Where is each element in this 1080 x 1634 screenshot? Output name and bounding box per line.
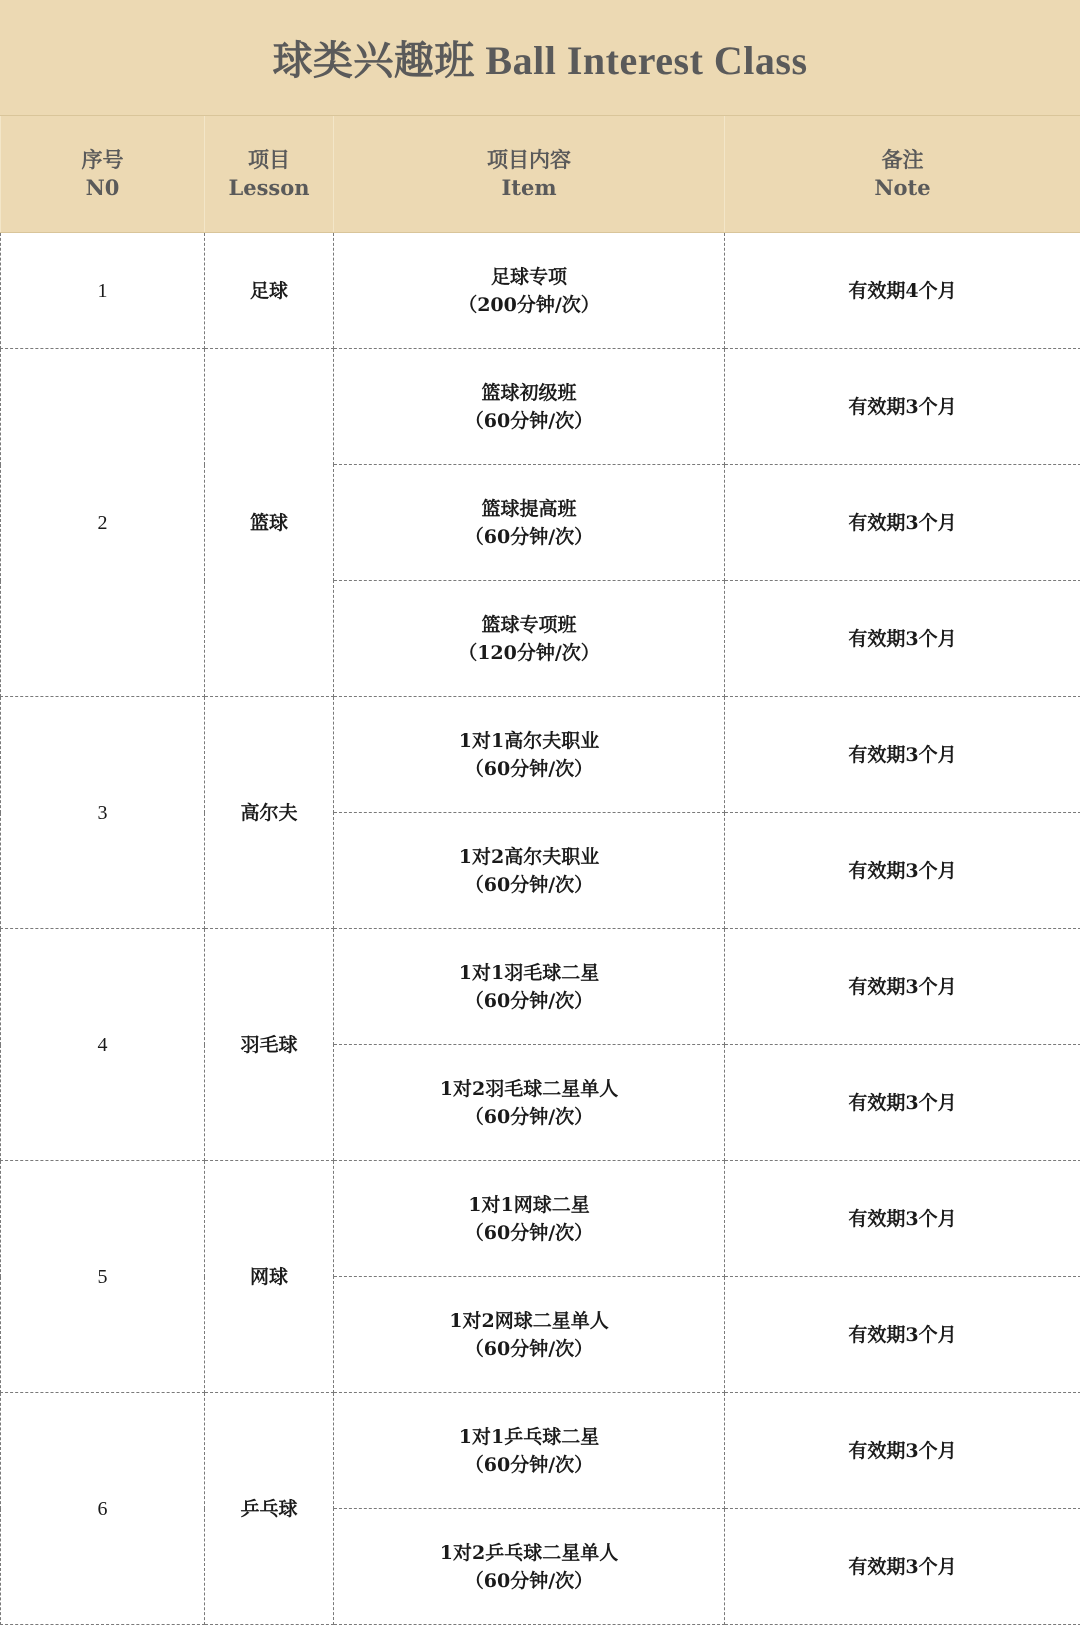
cell-item	[334, 581, 725, 697]
item-duration: （60分钟/次）	[464, 757, 594, 780]
cell-item	[334, 929, 725, 1045]
cell-note: 有效期3个月	[725, 1393, 1080, 1509]
cell-lesson: 高尔夫	[205, 697, 334, 929]
cell-item	[334, 813, 725, 929]
item-name: 1对2网球二星单人	[449, 1309, 609, 1332]
cell-item	[334, 1277, 725, 1393]
item-duration: （60分钟/次）	[464, 409, 594, 432]
cell-no: 3	[1, 697, 205, 929]
item-duration: （60分钟/次）	[464, 1337, 594, 1360]
cell-note: 有效期3个月	[725, 813, 1080, 929]
cell-lesson: 网球	[205, 1161, 334, 1393]
item-duration: （60分钟/次）	[464, 873, 594, 896]
cell-note: 有效期3个月	[725, 1509, 1080, 1625]
cell-item	[334, 465, 725, 581]
table-row	[1, 929, 1080, 1045]
cell-item	[334, 1393, 725, 1509]
cell-note: 有效期3个月	[725, 697, 1080, 813]
item-duration: （60分钟/次）	[464, 989, 594, 1012]
cell-note: 有效期3个月	[725, 581, 1080, 697]
cell-note: 有效期3个月	[725, 1045, 1080, 1161]
item-name: 1对1乒乓球二星	[458, 1425, 600, 1448]
header-note: 备注 Note	[725, 116, 1080, 233]
item-name: 1对2羽毛球二星单人	[439, 1077, 619, 1100]
item-duration: （120分钟/次）	[458, 641, 600, 664]
item-duration: （60分钟/次）	[464, 1105, 594, 1128]
table-row	[1, 697, 1080, 813]
cell-item	[334, 1045, 725, 1161]
table-title: 球类兴趣班 Ball Interest Class	[0, 0, 1080, 116]
cell-no: 4	[1, 929, 205, 1161]
course-table	[0, 116, 1080, 1625]
item-name: 1对2高尔夫职业	[458, 845, 600, 868]
cell-lesson: 乒乓球	[205, 1393, 334, 1625]
header-row	[1, 116, 1080, 233]
item-name: 足球专项	[490, 265, 567, 288]
item-name: 1对1高尔夫职业	[458, 729, 600, 752]
item-duration: （60分钟/次）	[464, 1221, 594, 1244]
item-duration: （200分钟/次）	[458, 293, 600, 316]
cell-item	[334, 233, 725, 349]
item-name: 1对2乒乓球二星单人	[439, 1541, 619, 1564]
cell-note: 有效期3个月	[725, 349, 1080, 465]
table-row	[1, 349, 1080, 465]
item-name: 篮球专项班	[481, 613, 577, 636]
item-duration: （60分钟/次）	[464, 1453, 594, 1476]
cell-note: 有效期3个月	[725, 1277, 1080, 1393]
cell-item	[334, 697, 725, 813]
item-name: 1对1网球二星	[468, 1193, 590, 1216]
cell-item	[334, 1509, 725, 1625]
cell-no: 5	[1, 1161, 205, 1393]
item-name: 1对1羽毛球二星	[458, 961, 600, 984]
cell-note: 有效期3个月	[725, 1161, 1080, 1277]
cell-item	[334, 1161, 725, 1277]
cell-lesson: 足球	[205, 233, 334, 349]
table-row	[1, 1393, 1080, 1509]
cell-note: 有效期3个月	[725, 929, 1080, 1045]
header-no: 序号 N0	[1, 116, 205, 233]
item-name: 篮球初级班	[481, 381, 577, 404]
header-lesson: 项目 Lesson	[205, 116, 334, 233]
item-name: 篮球提高班	[481, 497, 577, 520]
cell-no: 6	[1, 1393, 205, 1625]
header-item: 项目内容 Item	[334, 116, 725, 233]
cell-note: 有效期3个月	[725, 465, 1080, 581]
cell-item	[334, 349, 725, 465]
item-duration: （60分钟/次）	[464, 1569, 594, 1592]
item-duration: （60分钟/次）	[464, 525, 594, 548]
cell-no: 1	[1, 233, 205, 349]
cell-lesson: 羽毛球	[205, 929, 334, 1161]
table-row	[1, 233, 1080, 349]
cell-lesson: 篮球	[205, 349, 334, 697]
table-row	[1, 1161, 1080, 1277]
cell-note: 有效期4个月	[725, 233, 1080, 349]
table-body	[1, 233, 1080, 1625]
cell-no: 2	[1, 349, 205, 697]
